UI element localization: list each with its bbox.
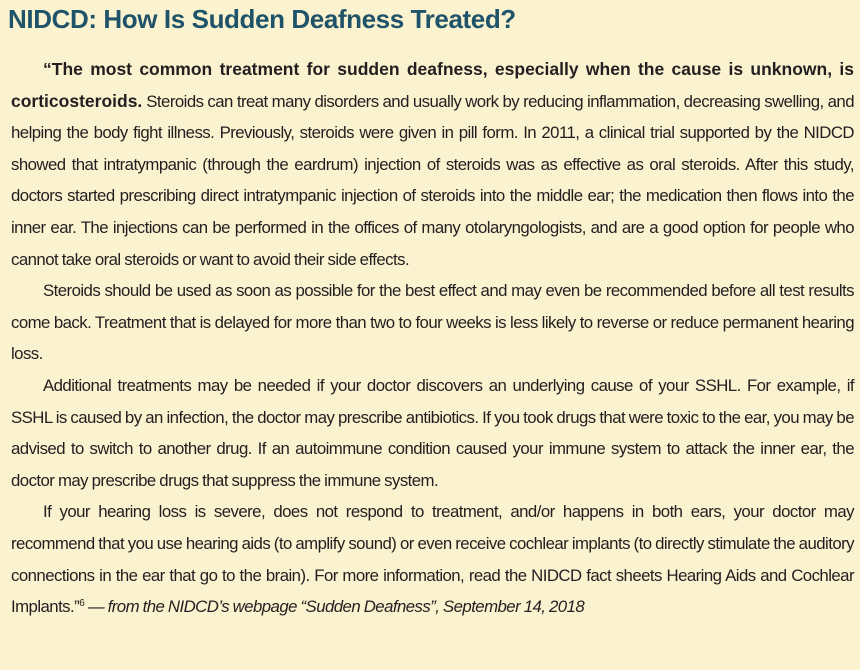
paragraph-4-text: If your hearing loss is severe, does not respond to treatment, and/or happens in both ears, your doctor may recommend that you use hearing aids (to amplify sound) or even receive cochlear implants (to directly stimulate the auditory connections in the ear that go to the brain). For more information, read the NIDCD fact sheets Hearing Aids and Cochlear Implants.” <box>11 502 854 617</box>
footnote-marker: 6 <box>79 598 85 610</box>
paragraph-2: Steroids should be used as soon as possible for the best effect and may even be recommended before all test results come back. Treatment that is delayed for more than two to four weeks is less likely to reverse or reduce permanent hearing loss. <box>11 281 854 364</box>
paragraph-3: Additional treatments may be needed if your doctor discovers an underlying cause of your SSHL. For example, if SSHL is caused by an infection, the doctor may prescribe antibiotics. If you took drugs that were toxic to the ear, you may be advised to switch to another drug. If an autoimmune condition caused your immune system to attack the inner ear, the doctor may prescribe drugs that suppress the immune system. <box>11 375 854 490</box>
paragraph-1-text: Steroids can treat many disorders and usually work by reducing inflammation, decreasing swelling, and helping the body fight illness. Previously, steroids were given in pill form. In 2011, a clinical trial supported by the NIDCD showed that intratympanic (through the eardrum) injection of steroids was as effective as oral steroids. After this study, doctors started prescribing direct intratympanic injection of steroids into the middle ear; the medication then flows into the inner ear. The injections can be performed in the offices of many otolaryngologists, and are a good option for people who cannot take oral steroids or want to avoid their side effects. <box>11 91 854 269</box>
lead-sentence: “The most common treatment for sudden deafness, especially when the cause is unknown, is corticosteroids. <box>11 59 854 111</box>
source-citation: — from the NIDCD’s webpage “Sudden Deafness”, September 14, 2018 <box>84 597 585 617</box>
paragraph-1 <box>11 54 854 275</box>
paragraph-4 <box>11 496 854 622</box>
quote-body <box>11 54 854 623</box>
page-title: NIDCD: How Is Sudden Deafness Treated? <box>8 4 516 34</box>
